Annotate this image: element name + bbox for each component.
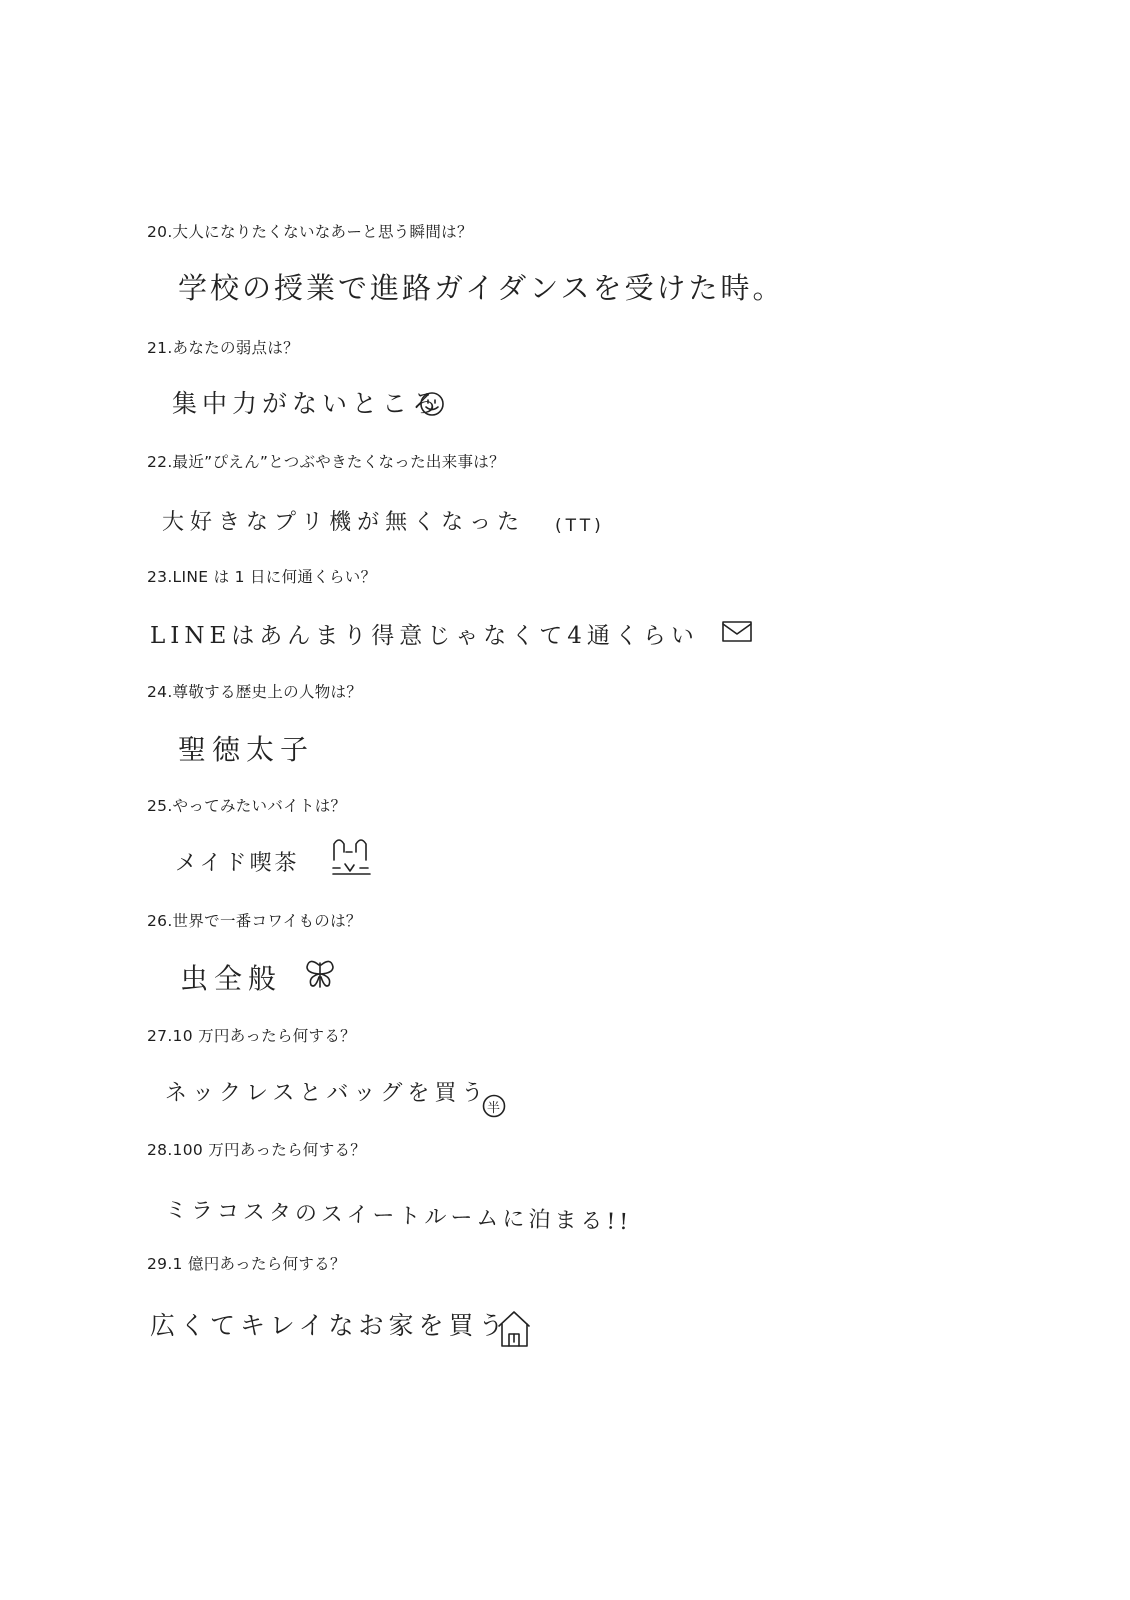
question-23: 23.LINE は 1 日に何通くらい？ (147, 568, 377, 586)
answer-23: LINEはあんまり得意じゃなくて4通くらい (150, 623, 699, 649)
question-21: 21.あなたの弱点は？ (147, 339, 299, 357)
cat-face-icon (330, 834, 388, 880)
question-24: 24.尊敬する歴史上の人物は？ (147, 683, 363, 701)
question-26: 26.世界で一番コワイものは？ (147, 912, 362, 930)
question-28: 28.100 万円あったら何する？ (147, 1141, 367, 1159)
crying-face-text: (TT) (555, 516, 605, 536)
question-20: 20.大人になりたくないなあーと思う瞬間は？ (147, 223, 473, 241)
question-27: 27.10 万円あったら何する？ (147, 1027, 356, 1045)
butterfly-icon (303, 957, 337, 991)
circled-mark-text: 半 (487, 1101, 501, 1116)
answer-20: 学校の授業で進路ガイダンスを受けた時。 (178, 271, 785, 305)
smiley-icon (419, 391, 445, 417)
question-22: 22.最近”ぴえん”とつぶやきたくなった出来事は？ (147, 453, 505, 471)
envelope-icon (722, 621, 752, 643)
answer-28: ミラコスタのスイートルームに泊まる!! (164, 1198, 633, 1236)
question-29: 29.1 億円あったら何する？ (147, 1255, 346, 1273)
answer-27: ネックレスとバッグを買う (165, 1081, 489, 1106)
answer-29: 広くてキレイなお家を買う (150, 1311, 509, 1340)
answer-25: メイド喫茶 (175, 851, 300, 876)
circled-mark-icon (482, 1094, 506, 1118)
answer-24: 聖徳太子 (178, 733, 315, 766)
answer-26: 虫全般 (180, 962, 283, 995)
house-icon (497, 1310, 531, 1348)
answer-21: 集中力がないところ (172, 389, 443, 418)
question-25: 25.やってみたいバイトは？ (147, 797, 347, 815)
answer-22: 大好きなプリ機が無くなった (162, 510, 526, 535)
